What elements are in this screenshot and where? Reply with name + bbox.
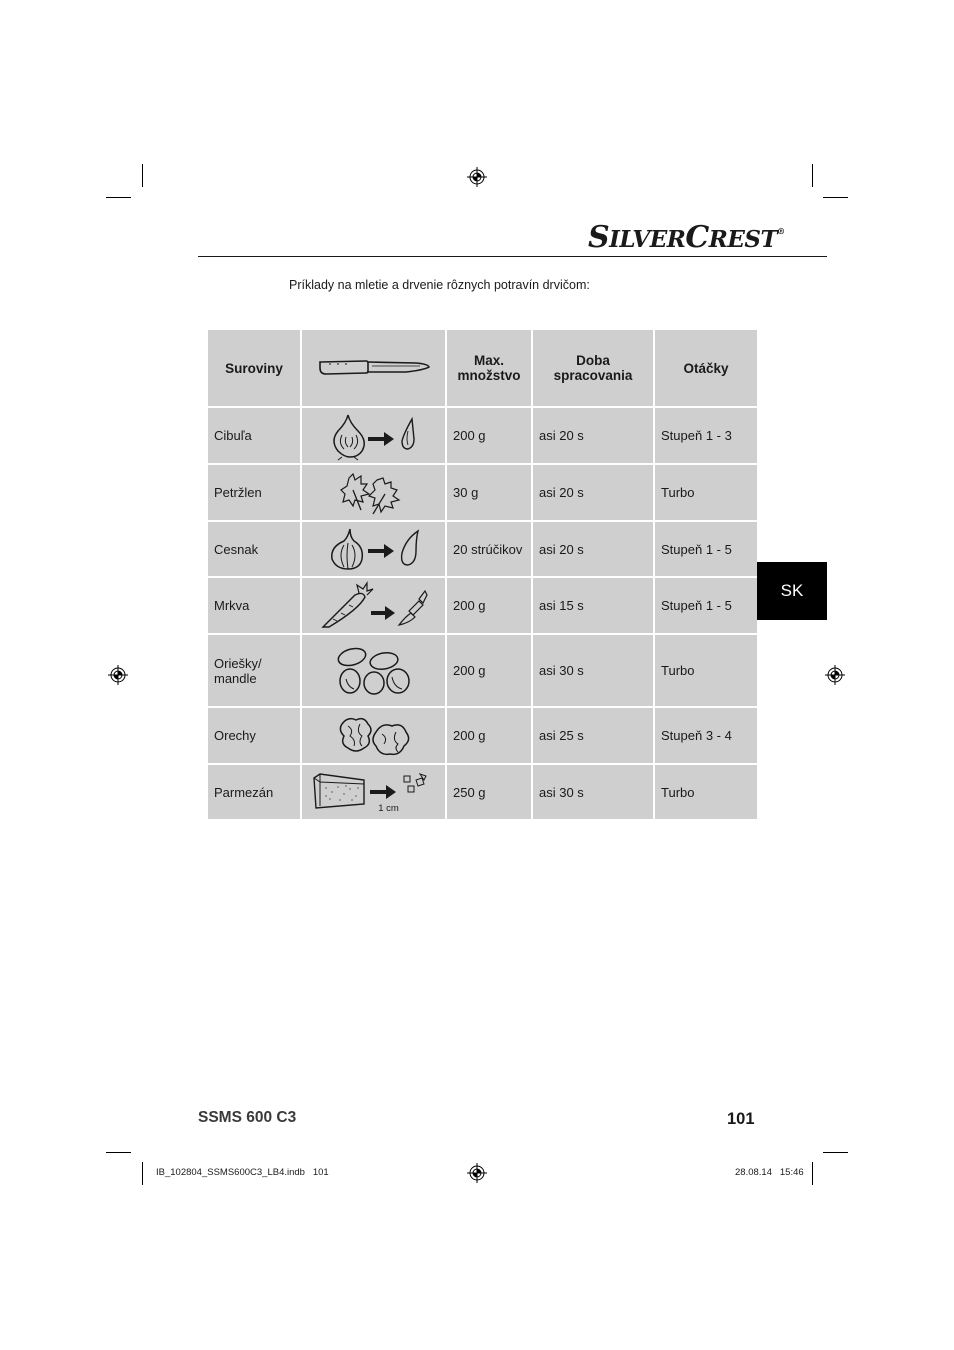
header-rule: [198, 256, 827, 257]
header-amount-line: množstvo: [457, 368, 521, 383]
ingredient-cell: Petržlen: [207, 464, 301, 521]
speed-cell: Turbo: [654, 764, 758, 820]
speed-cell: Stupeň 1 - 3: [654, 407, 758, 464]
table-row: [207, 764, 758, 820]
print-slug-datetime: 28.08.14 15:46: [735, 1167, 804, 1178]
nuts-almonds-icon: [334, 643, 414, 699]
amount-cell: 30 g: [446, 464, 532, 521]
brand-logo: [588, 220, 785, 255]
time-cell: asi 15 s: [532, 577, 654, 634]
amount-cell: 200 g: [446, 634, 532, 707]
ingredient-line: Oriešky/: [214, 655, 262, 671]
table-row: [207, 634, 758, 707]
ingredient-cell: Mrkva: [207, 577, 301, 634]
time-cell: asi 20 s: [532, 464, 654, 521]
crop-mark: [106, 197, 131, 198]
ingredient-cell: Orechy: [207, 707, 301, 764]
brand-logo-text: REST: [708, 226, 778, 253]
amount-cell: 200 g: [446, 577, 532, 634]
table-header-row: [207, 329, 758, 407]
table-row: [207, 464, 758, 521]
icon-cell: [301, 521, 446, 577]
icon-caption: 1 cm: [378, 802, 399, 814]
crop-mark: [823, 197, 848, 198]
ingredient-cell: Parmezán: [207, 764, 301, 820]
time-cell: asi 20 s: [532, 407, 654, 464]
amount-cell: 250 g: [446, 764, 532, 820]
onion-to-chopped-icon: [324, 411, 424, 461]
processing-table: [206, 328, 757, 821]
speed-cell: Stupeň 1 - 5: [654, 577, 758, 634]
garlic-to-clove-icon: [324, 527, 424, 571]
crop-mark: [142, 1162, 143, 1185]
parsley-icon: [339, 470, 409, 516]
icon-cell: [301, 707, 446, 764]
table-row: [207, 707, 758, 764]
crop-mark: [823, 1152, 848, 1153]
crop-mark: [812, 164, 813, 187]
time-cell: asi 25 s: [532, 707, 654, 764]
crop-mark: [812, 1162, 813, 1185]
header-time-line: spracovania: [553, 368, 633, 383]
language-tab: SK: [757, 562, 827, 620]
intro-text: Príklady na mletie a drvenie rôznych potravín drvičom:: [289, 278, 590, 292]
speed-cell: Stupeň 1 - 5: [654, 521, 758, 577]
carrot-to-pieces-icon: [319, 581, 429, 631]
brand-logo-cap: C: [685, 220, 709, 255]
speed-cell: Stupeň 3 - 4: [654, 707, 758, 764]
registration-mark-icon: [108, 665, 128, 685]
table-row: [207, 521, 758, 577]
icon-cell: [301, 407, 446, 464]
registration-mark-icon: [467, 167, 487, 187]
ingredient-line: mandle: [214, 670, 257, 686]
header-knife-cell: [301, 329, 446, 407]
ingredient-cell: [207, 634, 301, 707]
amount-cell: 200 g: [446, 707, 532, 764]
knife-icon: [316, 353, 432, 381]
registration-mark-icon: [825, 665, 845, 685]
time-cell: asi 30 s: [532, 764, 654, 820]
registration-mark-icon: [467, 1163, 487, 1183]
model-name: SSMS 600 C3: [198, 1109, 297, 1126]
header-speed: Otáčky: [654, 329, 758, 407]
header-time-line: Doba: [576, 353, 610, 368]
crop-mark: [142, 164, 143, 187]
header-amount: [446, 329, 532, 407]
icon-cell: [301, 764, 446, 820]
crop-mark: [106, 1152, 131, 1153]
icon-cell: [301, 634, 446, 707]
header-amount-line: Max.: [473, 353, 504, 368]
header-time: [532, 329, 654, 407]
print-slug-file: IB_102804_SSMS600C3_LB4.indb 101: [156, 1167, 329, 1178]
amount-cell: 200 g: [446, 407, 532, 464]
registered-mark: ®: [777, 226, 785, 236]
icon-cell: [301, 464, 446, 521]
ingredient-cell: Cesnak: [207, 521, 301, 577]
brand-logo-text: ILVER: [609, 226, 686, 253]
speed-cell: Turbo: [654, 634, 758, 707]
icon-cell: [301, 577, 446, 634]
walnuts-icon: [336, 714, 412, 758]
brand-logo-cap: S: [588, 220, 610, 255]
table-row: [207, 407, 758, 464]
time-cell: asi 20 s: [532, 521, 654, 577]
amount-cell: 20 strúčikov: [446, 521, 532, 577]
ingredient-cell: Cibuľa: [207, 407, 301, 464]
time-cell: asi 30 s: [532, 634, 654, 707]
speed-cell: Turbo: [654, 464, 758, 521]
table-row: [207, 577, 758, 634]
header-ingredient: Suroviny: [207, 329, 301, 407]
page-number: 101: [727, 1110, 755, 1128]
